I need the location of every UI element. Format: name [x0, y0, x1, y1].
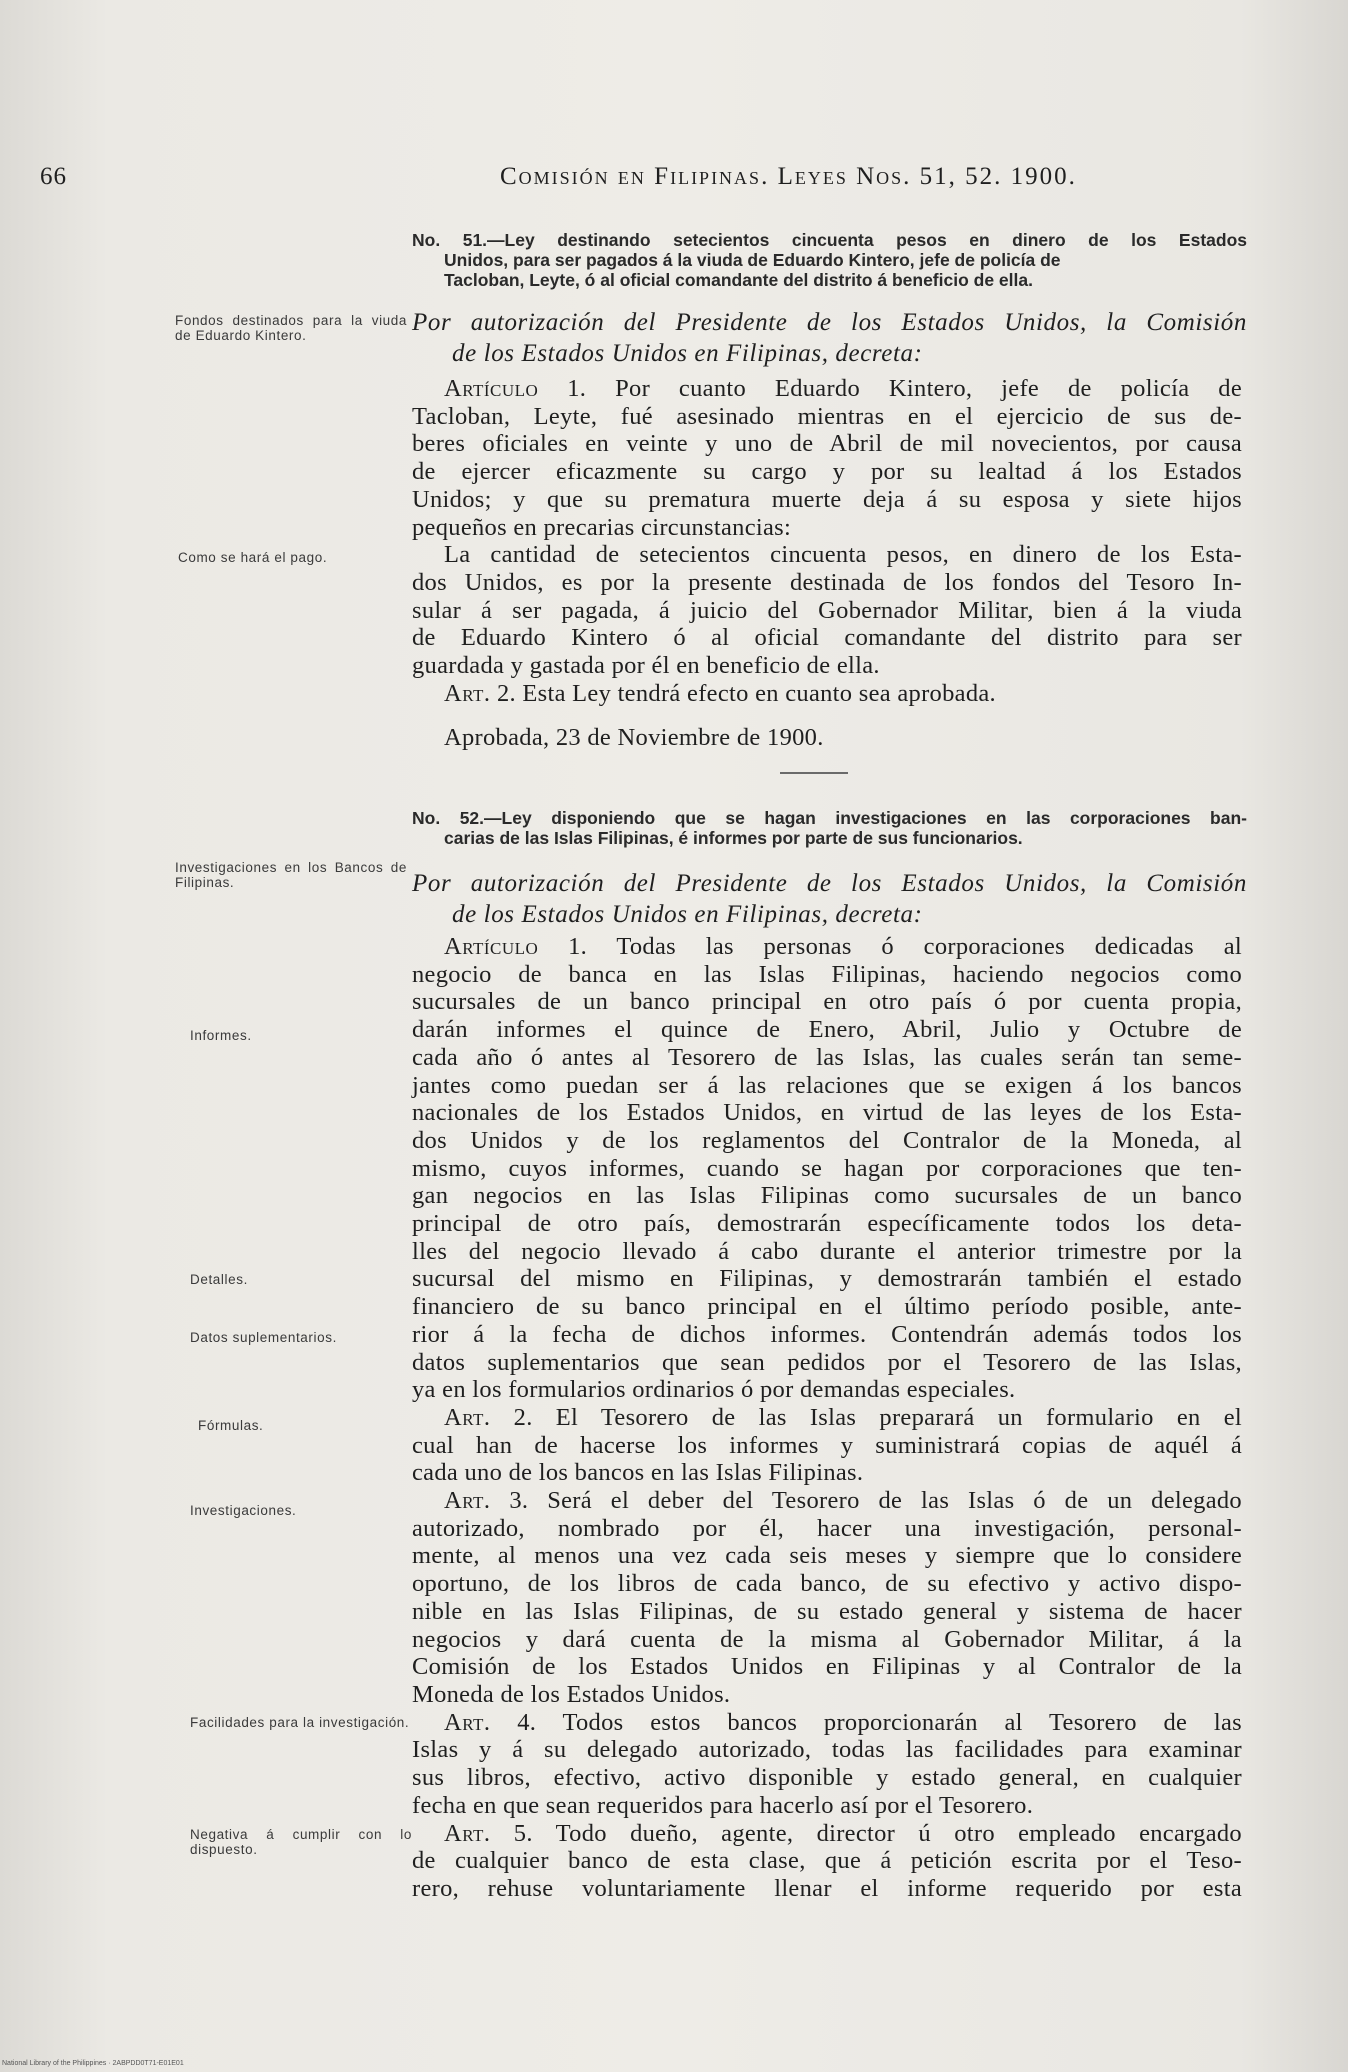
body-line: cada año ó antes al Tesorero de las Islas, las cuales serán tan seme-	[412, 1043, 1242, 1071]
margin-note-fondos: Fondos destinados para la viuda de Eduardo Kintero.	[175, 313, 407, 343]
body-line: beres oficiales en veinte y uno de Abril de mil novecientos, por causa	[412, 430, 1242, 458]
preamble-line: de los Estados Unidos en Filipinas, decreta:	[452, 340, 923, 367]
body-line: de Eduardo Kintero ó al oficial comandante del distrito para ser	[412, 624, 1242, 652]
body-line: Moneda de los Estados Unidos.	[412, 1680, 731, 1708]
body-line: gan negocios en las Islas Filipinas como sucursales de un banco	[412, 1182, 1242, 1210]
body-line: negocio de banca en las Islas Filipinas, haciendo negocios como	[412, 960, 1242, 988]
body-line: cada uno de los bancos en las Islas Filipinas.	[412, 1459, 864, 1487]
body-line: nacionales de los Estados Unidos, en virtud de las leyes de los Esta-	[412, 1099, 1242, 1127]
body-line: mismo, cuyos informes, cuando se hagan por corporaciones que ten-	[412, 1154, 1242, 1182]
margin-note-facilidades: Facilidades para la investigación.	[190, 1715, 410, 1730]
body-line: Islas y á su delegado autorizado, todas las facilidades para examinar	[412, 1736, 1242, 1764]
article-label: Art.	[444, 1403, 491, 1431]
body-line: darán informes el quince de Enero, Abril, Julio y Octubre de	[412, 1016, 1242, 1044]
body-line: pequeños en precarias circunstancias:	[412, 513, 792, 541]
preamble-line: Por autorización del Presidente de los Estados Unidos, la Comisión	[412, 309, 1247, 336]
body-line: sus libros, efectivo, activo disponible y estado general, en cualquier	[412, 1764, 1242, 1792]
article-label: Art.	[444, 679, 491, 707]
law52-heading	[412, 808, 1247, 848]
margin-note-investigaciones-bancos: Investigaciones en los Bancos de Filipinas.	[175, 860, 407, 890]
body-line: La cantidad de setecientos cincuenta pesos, en dinero de los Esta-	[444, 541, 1242, 569]
heading-line: No. 52.—Ley disponiendo que se hagan investigaciones en las corporaciones ban-	[412, 808, 1247, 828]
body-line: jantes como puedan ser á las relaciones que se exigen á los bancos	[412, 1071, 1242, 1099]
body-line: Unidos; y que su prematura muerte deja á su esposa y siete hijos	[412, 485, 1242, 513]
body-line: sucursal del mismo en Filipinas, y demostrarán también el estado	[412, 1265, 1242, 1293]
heading-line: Tacloban, Leyte, ó al oficial comandante del distrito á beneficio de ella.	[444, 270, 1033, 290]
article-label: Art.	[444, 1487, 491, 1515]
body-line: oportuno, de los libros de cada banco, de su efectivo y activo dispo-	[412, 1570, 1242, 1598]
body-line: rior á la fecha de dichos informes. Contendrán además todos los	[412, 1320, 1242, 1348]
section-divider	[780, 772, 848, 774]
law52-preamble	[412, 868, 1247, 930]
page-number: 66	[40, 163, 67, 190]
body-line: ya en los formularios ordinarios ó por demandas especiales.	[412, 1376, 1016, 1404]
article-label: Artículo	[444, 375, 539, 402]
body-line: financiero de su banco principal en el último período posible, ante-	[412, 1293, 1242, 1321]
body-line: de cualquier banco de esta clase, que á petición escrita por el Teso-	[412, 1847, 1242, 1875]
margin-note-negativa: Negativa á cumplir con lo dispuesto.	[190, 1827, 412, 1857]
running-title: Comisión en Filipinas. Leyes Nos. 51, 52. 1900.	[500, 163, 1077, 190]
heading-line: carias de las Islas Filipinas, é informes por parte de sus funcionarios.	[444, 828, 1023, 848]
body-line: dos Unidos, es por la presente destinada de los fondos del Tesoro In-	[412, 568, 1242, 596]
heading-line: Unidos, para ser pagados á la viuda de Eduardo Kintero, jefe de policía de	[444, 250, 1061, 270]
article-label: Artículo	[444, 933, 539, 960]
law51-preamble	[412, 307, 1247, 369]
body-line: rero, rehuse voluntariamente llenar el informe requerido por esta	[412, 1874, 1242, 1902]
preamble-line: Por autorización del Presidente de los Estados Unidos, la Comisión	[412, 870, 1247, 897]
body-line: Comisión de los Estados Unidos en Filipinas y al Contralor de la	[412, 1653, 1242, 1681]
body-line: de ejercer eficazmente su cargo y por su lealtad á los Estados	[412, 458, 1242, 486]
law51-approval: Aprobada, 23 de Noviembre de 1900.	[444, 724, 824, 751]
margin-note-formulas: Fórmulas.	[198, 1418, 264, 1433]
body-line: Tacloban, Leyte, fué asesinado mientras en el ejercicio de sus de-	[412, 402, 1242, 430]
body-line: nible en las Islas Filipinas, de su estado general y sistema de hacer	[412, 1597, 1242, 1625]
body-line: mente, al menos una vez cada seis meses y siempre que lo considere	[412, 1542, 1242, 1570]
law52-articles: Artículo 1. Todas las personas ó corporaciones dedicadas al negocio de banca en las Islas Filipinas, haciendo negocios como sucursales de un banco principal en otro país ó por cuenta propia, darán informes el quince de Enero, Abril, Julio y Octubre de cada año ó antes al Tesorero de las Islas, las cuales serán tan seme- jantes como puedan ser á las relaciones que se exigen á los bancos nacionales de los Estados Unidos, en virtud de las leyes de los Esta- dos Unidos y de los reglamentos del Contralor de la Moneda, al mismo, cuyos informes, cuando se hagan por corporaciones que ten- gan negocios en las Islas Filipinas como sucursales de un banco principal de otro país, demostrarán específicamente todos los deta- lles del negocio llevado á cabo durante el anterior trimestre por la sucursal del mismo en Filipinas, y demostrarán también el estado financiero de su banco principal en el último período posible, ante- rior á la fecha de dichos informes. Contendrán además todos los datos suplementarios que sean pedidos por el Tesorero de las Islas, ya en los formularios ordinarios ó por demandas especiales. Art. 2. El Tesorero de las Islas preparará un formulario en el cual han de hacerse los informes y suministrará copias de aquél á cada uno de los bancos en las Islas Filipinas. Art. 3. Será el deber del Tesorero de las Islas ó de un delegado autorizado, nombrado por él, hacer una investigación, personal- mente, al menos una vez cada seis meses y siempre que lo considere oportuno, de los libros de cada banco, de su efectivo y activo dispo- nible en las Islas Filipinas, de su estado general y sistema de hacer negocios y dará cuenta de la misma al Gobernador Militar, á la Comisión de los Estados Unidos en Filipinas y al Contralor de la Moneda de los Estados Unidos. Art. 4. Todos estos bancos proporcionarán al Tesorero de las Islas y á su delegado autorizado, todas las facilidades para examinar sus libros, efectivo, activo disponible y estado general, en cualquier fecha en que sean requeridos para hacerlo así por el Tesorero. Art. 5. Todo dueño, agente, director ú otro empleado encargado de cualquier banco de esta clase, que á petición escrita por el Teso- rero, rehuse voluntariamente llenar el informe requerido por esta	[412, 933, 1242, 1902]
body-line: fecha en que sean requeridos para hacerlo así por el Tesorero.	[412, 1791, 1034, 1819]
body-line: lles del negocio llevado á cabo durante el anterior trimestre por la	[412, 1237, 1242, 1265]
article-label: Art.	[444, 1819, 491, 1847]
body-line: autorizado, nombrado por él, hacer una investigación, personal-	[412, 1514, 1242, 1542]
body-line: sucursales de un banco principal en otro país ó por cuenta propia,	[412, 988, 1242, 1016]
body-line: principal de otro país, demostrarán específicamente todos los deta-	[412, 1210, 1242, 1238]
law51-article-1: Artículo 1. Por cuanto Eduardo Kintero, jefe de policía de Tacloban, Leyte, fué asesinado mientras en el ejercicio de sus de- beres oficiales en veinte y uno de Abril de mil novecientos, por causa de ejercer eficazmente su cargo y por su lealtad á los Estados Unidos; y que su prematura muerte deja á su esposa y siete hijos pequeños en precarias circunstancias: La cantidad de setecientos cincuenta pesos, en dinero de los Esta- dos Unidos, es por la presente destinada de los fondos del Tesoro In- sular á ser pagada, á juicio del Gobernador Militar, bien á la viuda de Eduardo Kintero ó al oficial comandante del distrito para ser guardada y gastada por él en beneficio de ella. Art. 2. Esta Ley tendrá efecto en cuanto sea aprobada.	[412, 375, 1242, 707]
margin-note-detalles: Detalles.	[190, 1272, 248, 1287]
body-line: dos Unidos y de los reglamentos del Contralor de la Moneda, al	[412, 1126, 1242, 1154]
body-line: negocios y dará cuenta de la misma al Gobernador Militar, á la	[412, 1625, 1242, 1653]
heading-line: No. 51.—Ley destinando setecientos cincuenta pesos en dinero de los Estados	[412, 230, 1247, 250]
body-line: guardada y gastada por él en beneficio de ella.	[412, 652, 880, 680]
article-label: Art.	[444, 1708, 491, 1736]
law51-heading	[412, 230, 1247, 290]
margin-note-datos: Datos suplementarios.	[190, 1330, 337, 1345]
body-line: datos suplementarios que sean pedidos por el Tesorero de las Islas,	[412, 1348, 1242, 1376]
margin-note-informes: Informes.	[190, 1028, 252, 1043]
margin-note-investigaciones: Investigaciones.	[190, 1503, 297, 1518]
body-line: cual han de hacerse los informes y suministrará copias de aquél á	[412, 1431, 1242, 1459]
body-line: sular á ser pagada, á juicio del Gobernador Militar, bien á la viuda	[412, 596, 1242, 624]
preamble-line: de los Estados Unidos en Filipinas, decreta:	[452, 901, 923, 928]
margin-note-pago: Como se hará el pago.	[178, 550, 328, 565]
scan-credit: National Library of the Philippines · 2ABPDD0T71-E01E01	[2, 2060, 184, 2067]
